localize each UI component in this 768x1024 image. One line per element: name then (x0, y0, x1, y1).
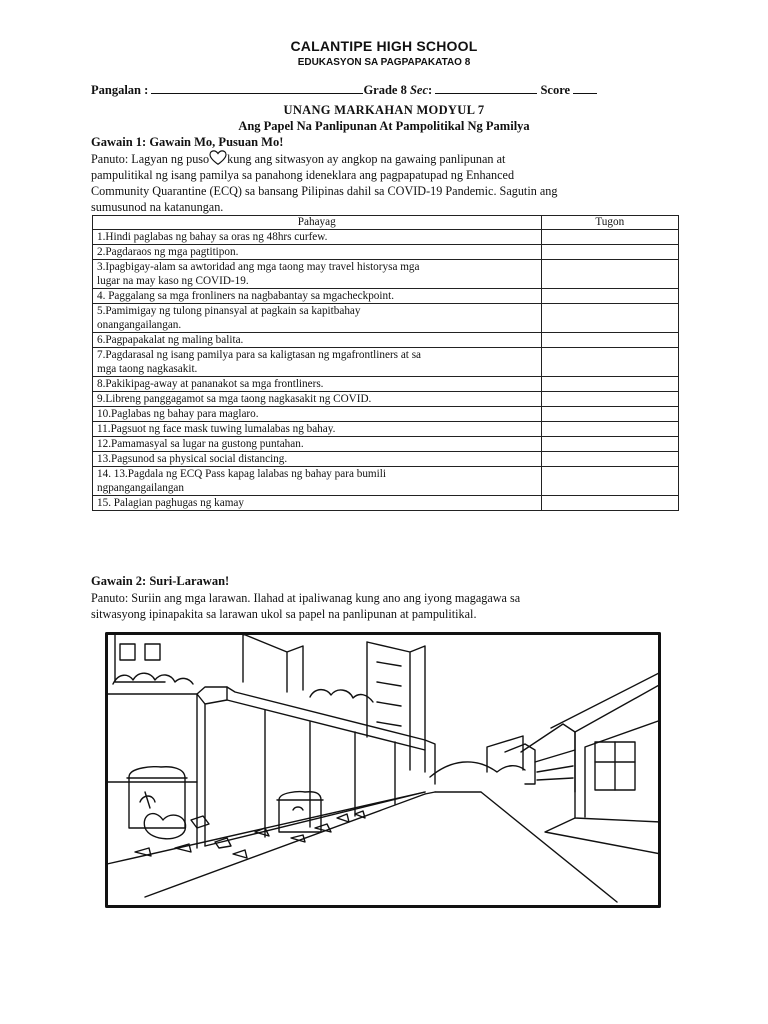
tugon-cell[interactable] (541, 333, 678, 348)
tugon-cell[interactable] (541, 260, 678, 289)
pahayag-cell (93, 467, 542, 496)
table-row (93, 260, 679, 289)
table-row (93, 422, 679, 437)
tugon-cell[interactable] (541, 245, 678, 260)
tugon-cell[interactable] (541, 496, 678, 511)
pahayag-line: 9.Libreng panggagamot sa mga taong nagkasakit ng COVID. (97, 393, 372, 405)
pahayag-cell (93, 377, 542, 392)
instruction-line: pampulitikal ng isang pamilya sa panahong ideneklara ang pagpapatupad ng Enhanced (91, 168, 515, 182)
instruction-line: sitwasyong ipinapakita sa larawan ukol sa papel na panlipunan at pampulitikal. (91, 607, 477, 621)
pahayag-cell (93, 304, 542, 333)
pahayag-cell (93, 496, 542, 511)
name-blank[interactable] (151, 81, 363, 94)
pahayag-cell (93, 230, 542, 245)
pahayag-line: ngpangangailangan (97, 482, 184, 494)
instruction-line: sumusunod na katanungan. (91, 200, 224, 214)
module-title: UNANG MARKAHAN MODYUL 7 (283, 103, 485, 117)
pahayag-line: 8.Pakikipag-away at pananakot sa mga frontliners. (97, 378, 324, 390)
table-row (93, 289, 679, 304)
pahayag-line: 5.Pamimigay ng tulong pinansyal at pagkain sa kapitbahay (97, 305, 361, 317)
pahayag-line: 11.Pagsuot ng face mask tuwing lumalabas ng bahay. (97, 423, 336, 435)
sec-label: Sec (409, 83, 429, 97)
tugon-cell[interactable] (541, 348, 678, 377)
gawain2-instruction (91, 590, 691, 622)
table-row (93, 496, 679, 511)
gawain2-title: Gawain 2: Suri-Larawan! (91, 574, 230, 588)
pahayag-cell (93, 392, 542, 407)
sec-blank[interactable] (435, 81, 537, 94)
table-row (93, 407, 679, 422)
instruction-line: Panuto: Suriin ang mga larawan. Ilahad at ipaliwanag kung ano ang iyong magagawa sa (91, 591, 521, 605)
table-row (93, 245, 679, 260)
table-row (93, 230, 679, 245)
pahayag-line: 2.Pagdaraos ng mga pagtitipon. (97, 246, 239, 258)
module-subtitle: Ang Papel Na Panlipunan At Pampolitikal Ng Pamilya (238, 119, 530, 133)
tugon-cell[interactable] (541, 437, 678, 452)
tugon-cell[interactable] (541, 304, 678, 333)
pahayag-line: 14. 13.Pagdala ng ECQ Pass kapag lalabas ng bahay para bumili (97, 468, 386, 480)
score-label: Score (540, 83, 571, 97)
tugon-cell[interactable] (541, 407, 678, 422)
pahayag-cell (93, 407, 542, 422)
pahayag-cell (93, 437, 542, 452)
tugon-cell[interactable] (541, 467, 678, 496)
pahayag-line: 12.Pamamasyal sa lugar na gustong puntahan. (97, 438, 304, 450)
pahayag-cell (93, 260, 542, 289)
pahayag-cell (93, 422, 542, 437)
pahayag-cell (93, 245, 542, 260)
pahayag-line: 3.Ipagbigay-alam sa awtoridad ang mga taong may travel historysa mga (97, 261, 420, 273)
pahayag-line: 1.Hindi paglabas ng bahay sa oras ng 48hrs curfew. (97, 231, 328, 243)
pahayag-line: mga taong nagkasakit. (97, 363, 198, 375)
pahayag-line: 15. Palagian paghugas ng kamay (97, 497, 244, 509)
street-illustration (105, 632, 661, 908)
table-row (93, 452, 679, 467)
pahayag-line: lugar na may kaso ng COVID-19. (97, 275, 249, 287)
pahayag-line: 4. Paggalang sa mga fronliners na nagbabantay sa mgacheckpoint. (97, 290, 394, 302)
table-row (93, 467, 679, 496)
tugon-cell[interactable] (541, 377, 678, 392)
pahayag-line: onangangailangan. (97, 319, 182, 331)
table-row (93, 304, 679, 333)
pahayag-line: 10.Paglabas ng bahay para maglaro. (97, 408, 259, 420)
pahayag-cell (93, 289, 542, 304)
grade-label: Grade 8 (363, 83, 407, 97)
name-label: Pangalan : (91, 83, 149, 97)
pahayag-line: 7.Pagdarasal ng isang pamilya para sa kaligtasan ng mgafrontliners at sa (97, 349, 422, 361)
table-row (93, 333, 679, 348)
table-row (93, 348, 679, 377)
instruction-line: Panuto: Lagyan ng puso kung ang sitwasyon ay angkop na gawaing panlipunan at (91, 152, 506, 166)
pahayag-cell (93, 333, 542, 348)
pahayag-line: 6.Pagpapakalat ng maling balita. (97, 334, 244, 346)
table-row (93, 392, 679, 407)
table-body (93, 230, 679, 511)
pahayag-cell (93, 452, 542, 467)
table-header-row (93, 216, 679, 230)
instruction-line: Community Quarantine (ECQ) sa bansang Pilipinas dahil sa COVID-19 Pandemic. Sagutin ang (91, 184, 558, 198)
table-row (93, 437, 679, 452)
tugon-cell[interactable] (541, 230, 678, 245)
pahayag-cell (93, 348, 542, 377)
column-header-tugon: Tugon (541, 216, 678, 230)
table-row (93, 377, 679, 392)
tugon-cell[interactable] (541, 392, 678, 407)
score-blank[interactable] (573, 81, 597, 94)
tugon-cell[interactable] (541, 289, 678, 304)
school-name: CALANTIPE HIGH SCHOOL (290, 38, 478, 54)
pahayag-line: 13.Pagsunod sa physical social distancing. (97, 453, 288, 465)
heart-icon (209, 150, 227, 166)
tugon-cell[interactable] (541, 422, 678, 437)
gawain1-table (92, 215, 679, 511)
column-header-pahayag: Pahayag (93, 216, 542, 230)
gawain1-title: Gawain 1: Gawain Mo, Pusuan Mo! (91, 135, 284, 149)
subject-name: EDUKASYON SA PAGPAPAKATAO 8 (297, 57, 471, 68)
gawain1-instruction (91, 150, 691, 215)
tugon-cell[interactable] (541, 452, 678, 467)
student-info-line: Pangalan : Grade 8 Sec: Score (91, 81, 691, 98)
